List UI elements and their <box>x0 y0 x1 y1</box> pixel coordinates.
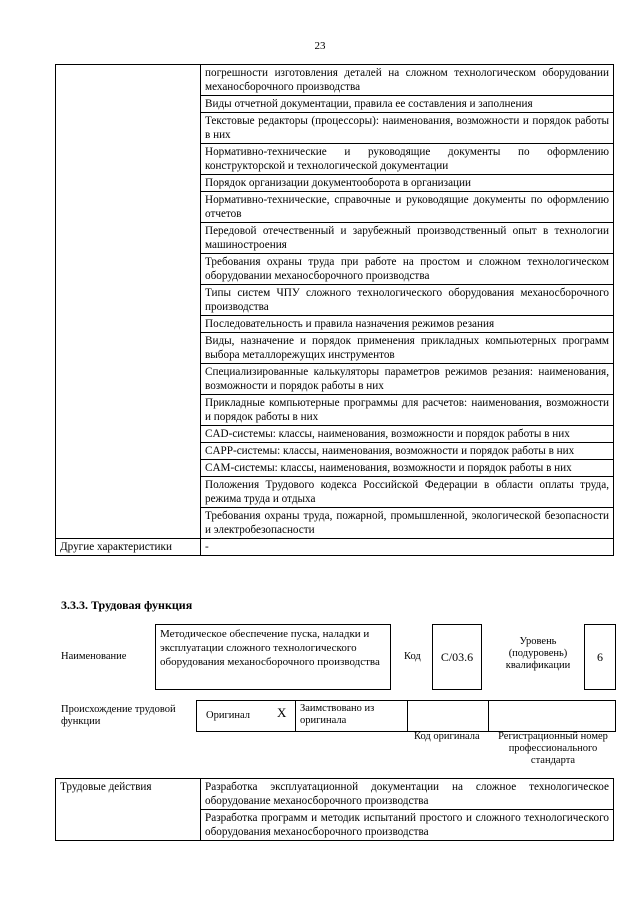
other-value: - <box>201 539 614 556</box>
knowledge-item: CAD-системы: классы, наименования, возможности и порядок работы в них <box>201 426 614 443</box>
function-name: Методическое обеспечение пуска, наладки и эксплуатации сложного технологического оборудования механосборочного производства <box>155 624 391 690</box>
knowledge-item: Текстовые редакторы (процессоры): наименования, возможности и порядок работы в них <box>201 113 614 144</box>
reg-number-cell <box>488 700 616 732</box>
knowledge-left-cell <box>56 96 201 113</box>
knowledge-left-cell <box>56 364 201 395</box>
code-original-cell <box>407 700 489 732</box>
knowledge-row <box>56 395 614 426</box>
knowledge-row <box>56 65 614 96</box>
knowledge-item: Специализированные калькуляторы параметров режимов резания: наименования, возможности и порядок работы в них <box>201 364 614 395</box>
knowledge-item: Требования охраны труда при работе на простом и сложном технологическом оборудовании механосборочного производства <box>201 254 614 285</box>
other-row <box>56 539 614 556</box>
knowledge-item: Положения Трудового кодекса Российской Федерации в области оплаты труда, режима труда и отдыха <box>201 477 614 508</box>
knowledge-row <box>56 96 614 113</box>
knowledge-left-cell <box>56 285 201 316</box>
knowledge-left-cell <box>56 508 201 539</box>
knowledge-left-cell <box>56 65 201 96</box>
knowledge-left-cell <box>56 113 201 144</box>
actions-table <box>55 778 614 841</box>
knowledge-row <box>56 333 614 364</box>
knowledge-item: CAM-системы: классы, наименования, возможности и порядок работы в них <box>201 460 614 477</box>
original-mark: X <box>277 705 287 720</box>
knowledge-row <box>56 192 614 223</box>
knowledge-row <box>56 254 614 285</box>
knowledge-table <box>55 64 614 556</box>
knowledge-item: Типы систем ЧПУ сложного технологического оборудования механосборочного производства <box>201 285 614 316</box>
knowledge-left-cell <box>56 395 201 426</box>
reg-number-label: Регистрационный номер профессионального стандарта <box>498 731 608 766</box>
knowledge-row <box>56 426 614 443</box>
knowledge-left-cell <box>56 254 201 285</box>
original-cell <box>196 700 296 732</box>
borrowed-cell <box>295 700 408 732</box>
knowledge-row <box>56 223 614 254</box>
knowledge-left-cell <box>56 192 201 223</box>
page-number: 23 <box>314 40 326 52</box>
knowledge-item: Последовательность и правила назначения режимов резания <box>201 316 614 333</box>
action-item: Разработка эксплуатационной документации на сложное технологическое оборудование механосборочного производства <box>201 779 614 810</box>
knowledge-left-cell <box>56 144 201 175</box>
name-label: Наименование <box>61 651 127 662</box>
knowledge-item: Нормативно-технические и руководящие документы по оформлению конструкторской и технологической документации <box>201 144 614 175</box>
actions-label: Трудовые действия <box>56 779 201 810</box>
actions-label-cont <box>56 810 201 841</box>
knowledge-item: CAPP-системы: классы, наименования, возможности и порядок работы в них <box>201 443 614 460</box>
knowledge-row <box>56 113 614 144</box>
knowledge-item: Нормативно-технические, справочные и руководящие документы по оформлению отчетов <box>201 192 614 223</box>
knowledge-item: погрешности изготовления деталей на сложном технологическом оборудовании механосборочного производства <box>201 65 614 96</box>
knowledge-row <box>56 175 614 192</box>
knowledge-left-cell <box>56 477 201 508</box>
level-value: 6 <box>584 624 616 690</box>
knowledge-left-cell <box>56 316 201 333</box>
knowledge-row <box>56 316 614 333</box>
knowledge-row <box>56 144 614 175</box>
knowledge-row <box>56 477 614 508</box>
knowledge-left-cell <box>56 426 201 443</box>
knowledge-item: Требования охраны труда, пожарной, промышленной, экологической безопасности и электробезопасности <box>201 508 614 539</box>
knowledge-item: Прикладные компьютерные программы для расчетов: наименования, возможности и порядок работы в них <box>201 395 614 426</box>
knowledge-left-cell <box>56 443 201 460</box>
original-label: Оригинал <box>206 710 250 721</box>
knowledge-item: Виды, назначение и порядок применения прикладных компьютерных программ выбора металлорежущих инструментов <box>201 333 614 364</box>
knowledge-row <box>56 285 614 316</box>
knowledge-left-cell <box>56 175 201 192</box>
knowledge-item: Передовой отечественный и зарубежный производственный опыт в технологии машиностроения <box>201 223 614 254</box>
code-label: Код <box>404 651 421 662</box>
other-label: Другие характеристики <box>56 539 201 556</box>
knowledge-item: Виды отчетной документации, правила ее составления и заполнения <box>201 96 614 113</box>
level-label: Уровень (подуровень) квалификации <box>505 636 571 671</box>
knowledge-item: Порядок организации документооборота в организации <box>201 175 614 192</box>
section-title: 3.3.3. Трудовая функция <box>61 598 193 612</box>
knowledge-left-cell <box>56 333 201 364</box>
code-value: C/03.6 <box>432 624 482 690</box>
code-original-label: Код оригинала <box>414 731 480 742</box>
knowledge-left-cell <box>56 460 201 477</box>
action-item: Разработка программ и методик испытаний простого и сложного технологического оборудования механосборочного производства <box>201 810 614 841</box>
knowledge-left-cell <box>56 223 201 254</box>
origin-label: Происхождение трудовой функции <box>61 704 176 727</box>
knowledge-row <box>56 508 614 539</box>
borrowed-label: Заимствовано из оригинала <box>300 703 375 726</box>
knowledge-row <box>56 460 614 477</box>
action-row <box>56 779 614 810</box>
action-row <box>56 810 614 841</box>
knowledge-row <box>56 364 614 395</box>
knowledge-row <box>56 443 614 460</box>
